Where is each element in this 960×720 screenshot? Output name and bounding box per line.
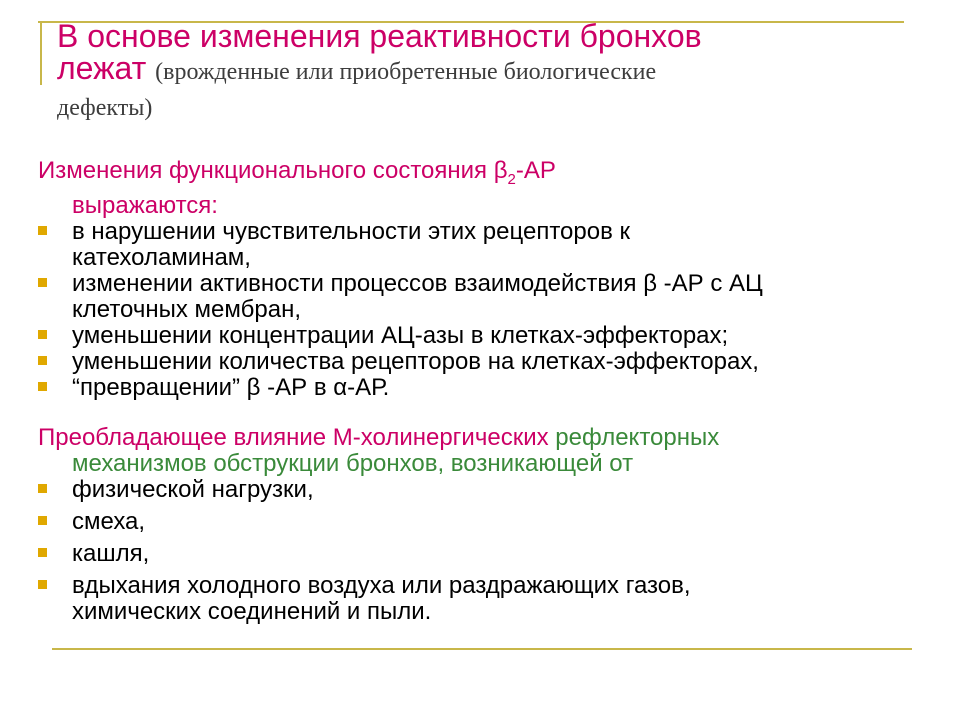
list-item-line1: уменьшении количества рецепторов на клетках-эффекторах, <box>72 347 759 375</box>
list-item-line1: физической нагрузки, <box>72 475 314 503</box>
list-item <box>38 477 938 503</box>
section2-heading <box>38 425 938 477</box>
list-item <box>38 509 938 535</box>
section1-heading-beta: β <box>493 157 508 184</box>
section1-heading-line2: выражаются: <box>72 191 218 219</box>
bullet-icon <box>38 382 47 391</box>
bullet-icon <box>38 548 47 557</box>
slide-body <box>38 158 938 625</box>
list-item-line1: изменении активности процессов взаимодействия β -АР с АЦ <box>72 269 763 297</box>
list-item-line2: химических соединений и пыли. <box>72 597 432 625</box>
list-item <box>38 323 938 349</box>
bullet-icon <box>38 580 47 589</box>
bullet-icon <box>38 484 47 493</box>
title-paren-line2: дефекты) <box>57 95 153 121</box>
list-item <box>38 375 938 401</box>
bullet-icon <box>38 278 47 287</box>
list-item-line1: кашля, <box>72 539 150 567</box>
list-item-line2: клеточных мембран, <box>72 295 301 323</box>
bullet-icon <box>38 356 47 365</box>
bullet-icon <box>38 516 47 525</box>
section1-heading <box>38 158 938 219</box>
list-item-line1: смеха, <box>72 507 146 535</box>
left-rule <box>40 21 42 85</box>
section1-heading-text: Изменения функционального состояния <box>38 157 494 184</box>
bullet-icon <box>38 226 47 235</box>
section1-heading-sub: 2 <box>507 170 516 188</box>
list-item-line1: в нарушении чувствительности этих рецепторов к <box>72 217 630 245</box>
title-part1: В основе изменения реактивности бронхов <box>57 18 702 54</box>
title-paren-line1: (врожденные или приобретенные биологические <box>155 59 657 85</box>
list-item <box>38 271 938 323</box>
section2-heading-green2: механизмов обструкции бронхов, возникающей от <box>72 449 634 477</box>
list-item-line1: “превращении” β -АР в α-АР. <box>72 373 390 401</box>
section1-heading-suffix: -АР <box>515 157 556 184</box>
list-item-line1: вдыхания холодного воздуха или раздражающих газов, <box>72 571 691 599</box>
section2-heading-green1: рефлекторных <box>548 423 720 451</box>
title-part2: лежат <box>57 50 147 86</box>
slide-title <box>57 20 937 124</box>
list-item <box>38 573 938 625</box>
list-item <box>38 219 938 271</box>
bullet-icon <box>38 330 47 339</box>
list-item <box>38 541 938 567</box>
list-item-line1: уменьшении концентрации АЦ-азы в клетках-эффекторах; <box>72 321 729 349</box>
list-item <box>38 349 938 375</box>
section2-heading-pink: Преобладающее влияние М-холинергических <box>38 423 549 451</box>
bottom-rule <box>52 648 912 650</box>
list-item-line2: катехоламинам, <box>72 243 251 271</box>
